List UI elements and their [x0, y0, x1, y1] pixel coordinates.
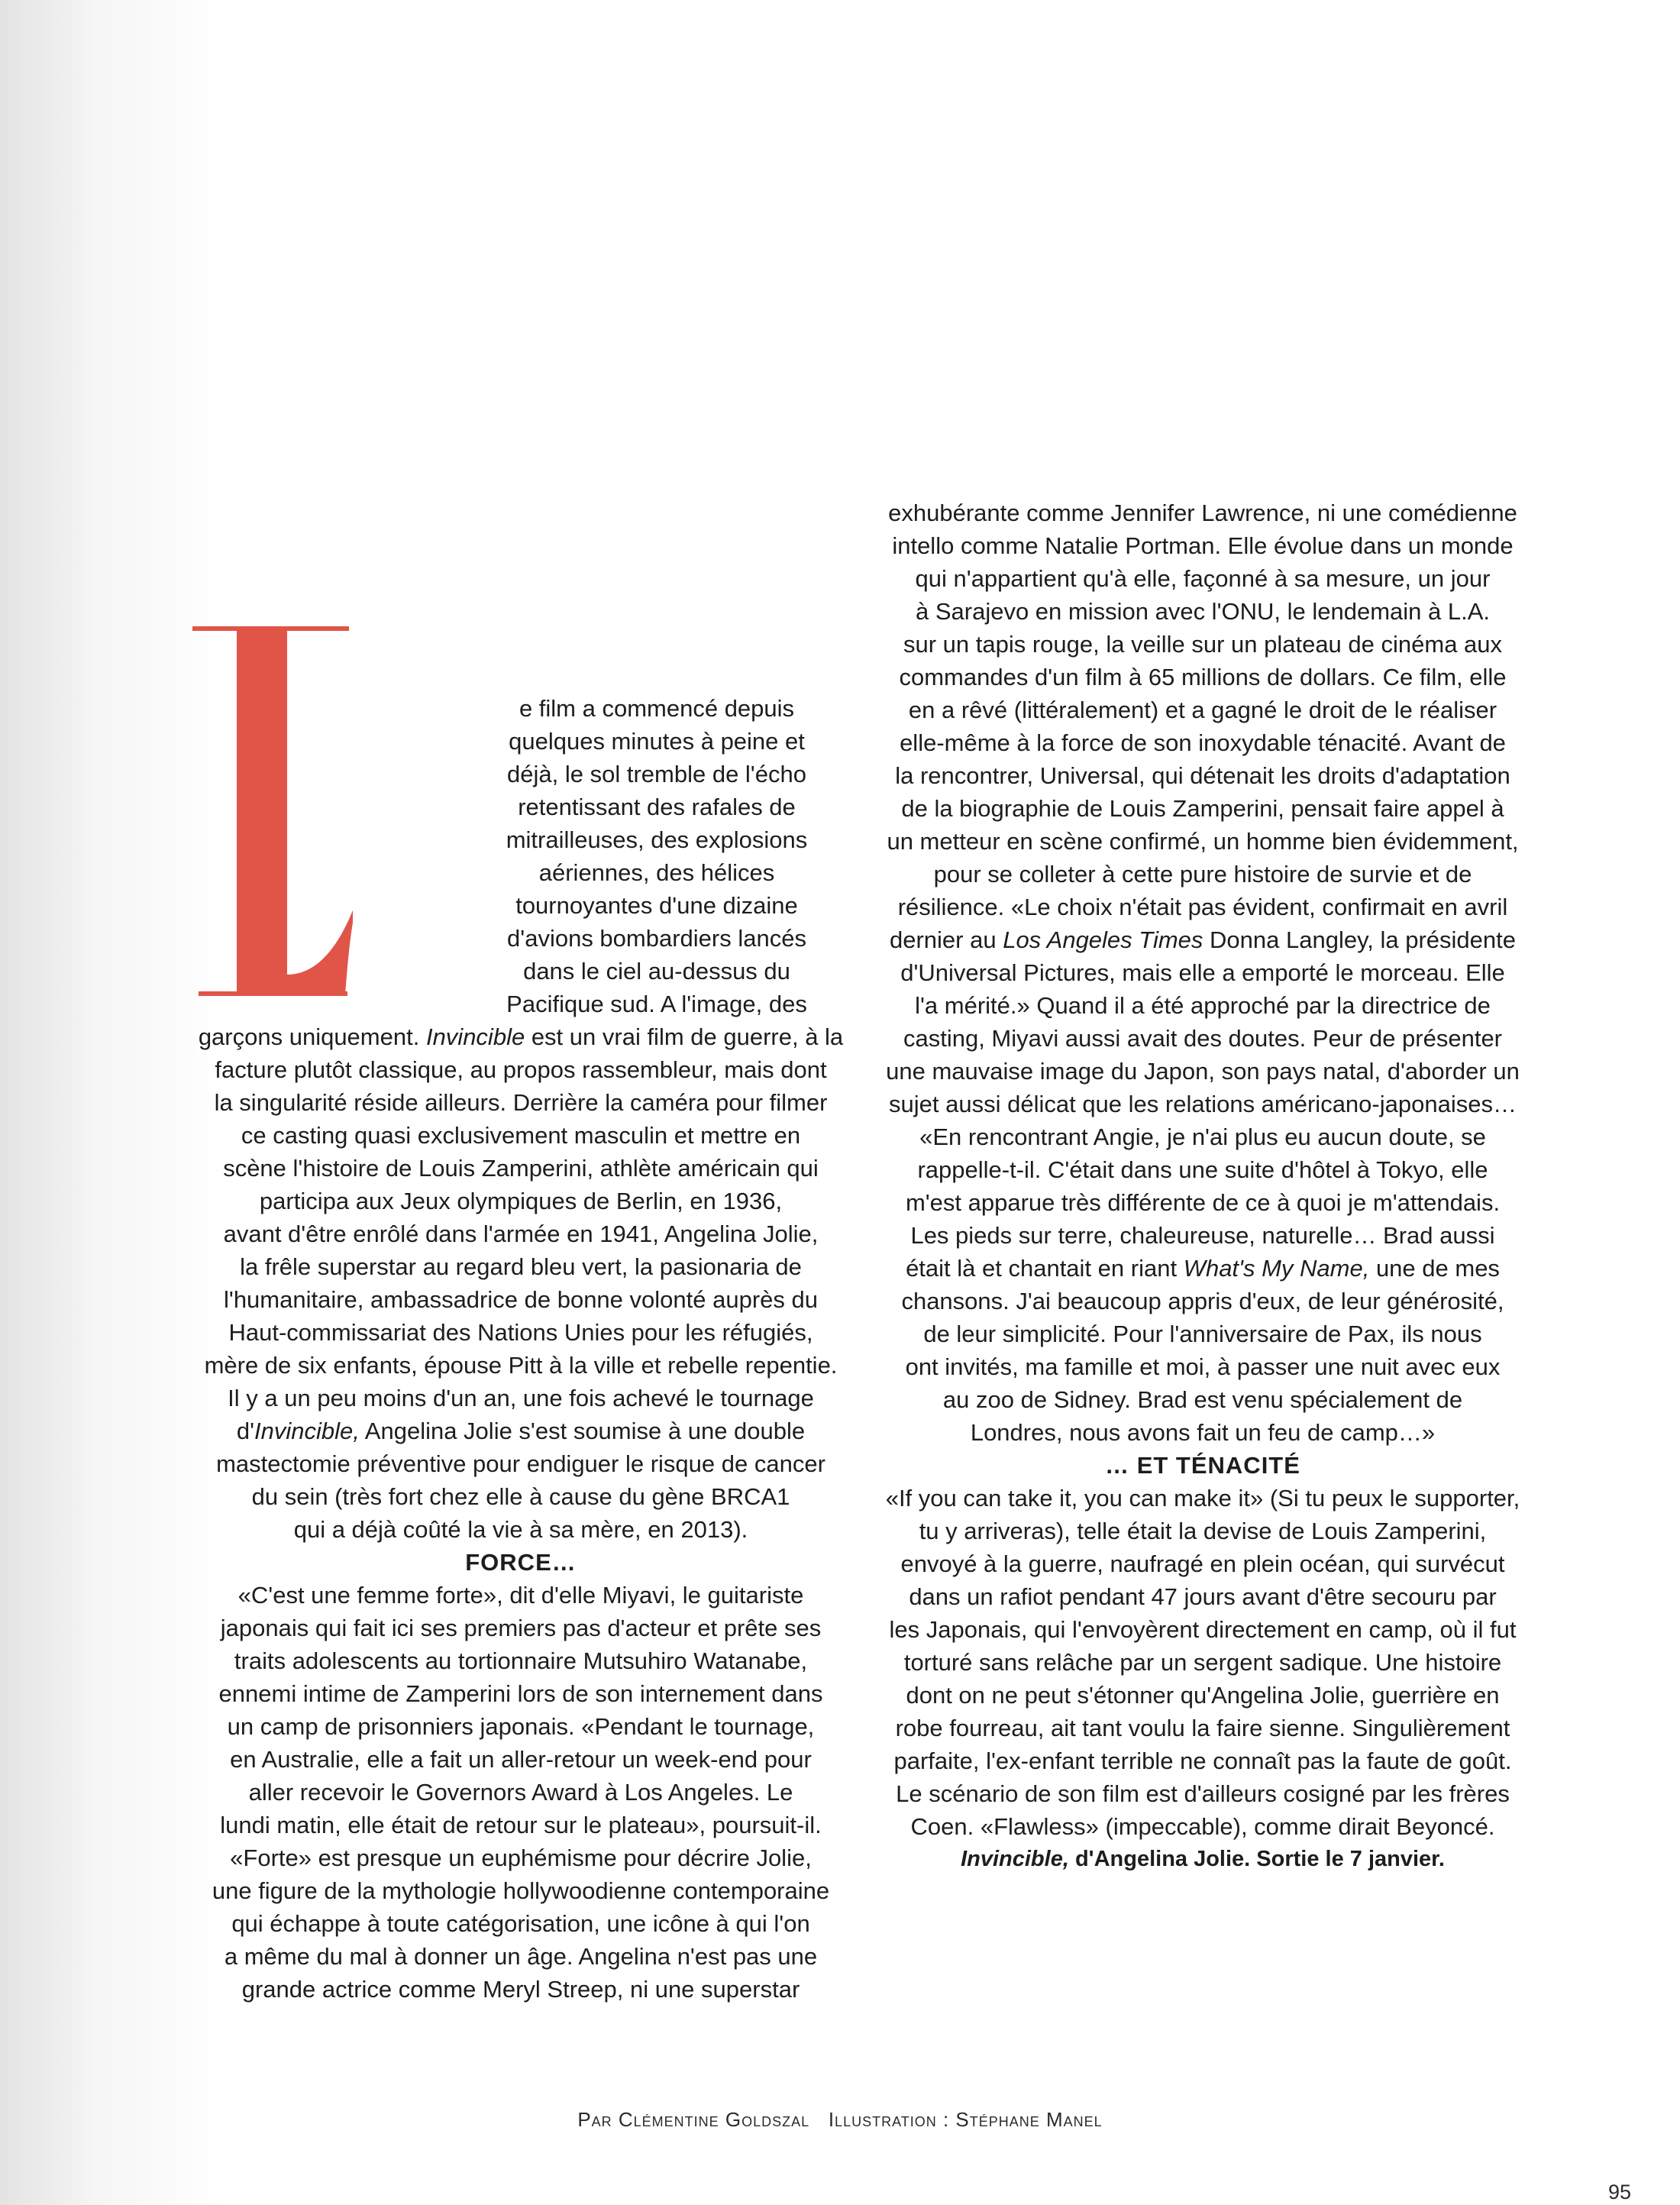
body-line: envoyé à la guerre, naufragé en plein océan, qui survécut	[900, 1550, 1505, 1577]
body-line: la rencontrer, Universal, qui détenait les droits d'adaptation	[895, 762, 1510, 789]
body-line: qui a déjà coûté la vie à sa mère, en 2013).	[293, 1516, 748, 1543]
body-line: scène l'histoire de Louis Zamperini, athlète américain qui	[223, 1155, 819, 1182]
intro-paragraph	[473, 692, 840, 1020]
intro-line: d'avions bombardiers lancés	[507, 925, 806, 952]
body-line: commandes d'un film à 65 millions de dollars. Ce film, elle	[899, 664, 1507, 690]
section-heading-tenacite: … ET TÉNACITÉ	[1105, 1452, 1300, 1479]
body-line: à Sarajevo en mission avec l'ONU, le lendemain à L.A.	[915, 598, 1490, 625]
body-line: facture plutôt classique, au propos rassembleur, mais dont	[215, 1056, 827, 1083]
left-column	[192, 1020, 849, 2006]
body-line: ennemi intime de Zamperini lors de son internement dans	[218, 1680, 823, 1707]
body-line: «If you can take it, you can make it» (Si tu peux le supporter,	[885, 1485, 1520, 1511]
body-line: «Forte» est presque un euphémisme pour décrire Jolie,	[230, 1845, 812, 1871]
body-line: ce casting quasi exclusivement masculin et mettre en	[241, 1122, 801, 1149]
section-heading-force: FORCE…	[465, 1549, 577, 1576]
body-line: japonais qui fait ici ses premiers pas d'acteur et prête ses	[220, 1615, 822, 1641]
body-line: de la biographie de Louis Zamperini, pensait faire appel à	[901, 795, 1504, 822]
body-line: Il y a un peu moins d'un an, une fois achevé le tournage	[228, 1385, 814, 1411]
body-line: garçons uniquement. Invincible est un vrai film de guerre, à la	[198, 1023, 844, 1050]
body-line: de leur simplicité. Pour l'anniversaire de Pax, ils nous	[923, 1321, 1482, 1347]
body-line: une mauvaise image du Japon, son pays natal, d'aborder un	[886, 1058, 1520, 1085]
byline	[0, 2108, 1680, 2132]
body-line: Le scénario de son film est d'ailleurs cosigné par les frères	[896, 1780, 1510, 1807]
body-line: d'Invincible, Angelina Jolie s'est soumise à une double	[236, 1418, 806, 1444]
body-line: rappelle-t-il. C'était dans une suite d'hôtel à Tokyo, elle	[917, 1156, 1488, 1183]
intro-line: déjà, le sol tremble de l'écho	[507, 761, 806, 787]
body-line: l'a mérité.» Quand il a été approché par la directrice de	[915, 992, 1491, 1019]
dropcap-letter-l	[192, 616, 353, 1013]
body-line: résilience. «Le choix n'était pas évident, confirmait en avril	[897, 894, 1508, 920]
body-line: sujet aussi délicat que les relations américano-japonaises…	[889, 1091, 1517, 1117]
body-line: tu y arriveras), telle était la devise de Louis Zamperini,	[919, 1518, 1487, 1544]
body-line: les Japonais, qui l'envoyèrent directement en camp, où il fut	[889, 1616, 1517, 1643]
body-line: Londres, nous avons fait un feu de camp…»	[970, 1419, 1436, 1446]
body-line: la singularité réside ailleurs. Derrière la caméra pour filmer	[214, 1089, 828, 1116]
body-line: «C'est une femme forte», dit d'elle Miyavi, le guitariste	[237, 1582, 804, 1608]
intro-line: retentissant des rafales de	[518, 794, 796, 820]
body-line: d'Universal Pictures, mais elle a emporté le morceau. Elle	[900, 959, 1505, 986]
body-line: dernier au Los Angeles Times Donna Langley, la présidente	[889, 926, 1517, 953]
body-line: Coen. «Flawless» (impeccable), comme dirait Beyoncé.	[910, 1813, 1495, 1840]
intro-line: mitrailleuses, des explosions	[506, 826, 808, 853]
body-line: l'humanitaire, ambassadrice de bonne volonté auprès du	[224, 1286, 818, 1313]
body-line: exhubérante comme Jennifer Lawrence, ni une comédienne	[888, 500, 1517, 526]
body-line: intello comme Natalie Portman. Elle évolue dans un monde	[892, 532, 1514, 559]
body-line: sur un tapis rouge, la veille sur un plateau de cinéma aux	[903, 631, 1503, 658]
body-line: Les pieds sur terre, chaleureuse, naturelle… Brad aussi	[910, 1222, 1495, 1249]
body-line: du sein (très fort chez elle à cause du gène BRCA1	[251, 1483, 790, 1510]
body-line: Haut-commissariat des Nations Unies pour les réfugiés,	[228, 1319, 813, 1346]
body-line: torturé sans relâche par un sergent sadique. Une histoire	[903, 1649, 1502, 1676]
right-column	[867, 496, 1539, 1876]
body-line: en a rêvé (littéralement) et a gagné le droit de le réaliser	[908, 697, 1497, 723]
page-number: 95	[1608, 2181, 1632, 2203]
body-line: parfaite, l'ex-enfant terrible ne connaît pas la faute de goût.	[893, 1748, 1512, 1774]
body-line: casting, Miyavi aussi avait des doutes. Peur de présenter	[903, 1025, 1503, 1052]
body-line: elle-même à la force de son inoxydable ténacité. Avant de	[900, 729, 1506, 756]
body-line: grande actrice comme Meryl Streep, ni une superstar	[241, 1976, 800, 2003]
body-line: chansons. J'ai beaucoup appris d'eux, de leur générosité,	[901, 1288, 1504, 1314]
body-line: une figure de la mythologie hollywoodienne contemporaine	[212, 1877, 830, 1904]
body-line: en Australie, elle a fait un aller-retour un week-end pour	[230, 1746, 812, 1773]
body-line: m'est apparue très différente de ce à quoi je m'attendais.	[905, 1189, 1501, 1216]
intro-line: tournoyantes d'une dizaine	[515, 892, 798, 919]
intro-line: e film a commencé depuis	[519, 695, 795, 722]
body-line: «En rencontrant Angie, je n'ai plus eu aucun doute, se	[919, 1124, 1486, 1150]
body-line: traits adolescents au tortionnaire Mutsuhiro Watanabe,	[234, 1647, 808, 1674]
intro-line: aériennes, des hélices	[538, 859, 775, 886]
body-line: était là et chantait en riant What's My Name, une de mes	[906, 1255, 1500, 1282]
intro-line: dans le ciel au-dessus du	[523, 958, 790, 984]
body-line: un camp de prisonniers japonais. «Pendant le tournage,	[227, 1713, 815, 1740]
body-line: un metteur en scène confirmé, un homme bien évidemment,	[887, 828, 1519, 855]
illustration-credit: Illustration : Stéphane Manel	[828, 2108, 1103, 2131]
body-line: aller recevoir le Governors Award à Los Angeles. Le	[248, 1779, 793, 1806]
body-line: lundi matin, elle était de retour sur le plateau», poursuit-il.	[220, 1812, 822, 1838]
body-line: dans un rafiot pendant 47 jours avant d'être secouru par	[909, 1583, 1497, 1610]
body-line: participa aux Jeux olympiques de Berlin, en 1936,	[259, 1188, 783, 1214]
body-line: mère de six enfants, épouse Pitt à la ville et rebelle repentie.	[204, 1352, 838, 1379]
intro-line: Pacifique sud. A l'image, des	[506, 991, 807, 1017]
body-line: ont invités, ma famille et moi, à passer une nuit avec eux	[905, 1353, 1501, 1380]
body-line: a même du mal à donner un âge. Angelina n'est pas une	[224, 1943, 818, 1970]
body-line: dont on ne peut s'étonner qu'Angelina Jolie, guerrière en	[906, 1682, 1500, 1709]
intro-line: quelques minutes à peine et	[509, 728, 805, 755]
body-line: la frêle superstar au regard bleu vert, la pasionaria de	[240, 1253, 802, 1280]
film-credits: Invincible, d'Angelina Jolie. Sortie le 7 janvier.	[961, 1847, 1445, 1871]
body-line: robe fourreau, ait tant voulu la faire sienne. Singulièrement	[895, 1715, 1510, 1741]
body-line: avant d'être enrôlé dans l'armée en 1941, Angelina Jolie,	[223, 1221, 819, 1247]
body-line: pour se colleter à cette pure histoire de survie et de	[933, 861, 1472, 887]
body-line: qui échappe à toute catégorisation, une icône à qui l'on	[231, 1910, 810, 1937]
author-credit: Par Clémentine Goldszal	[577, 2108, 810, 2131]
body-line: qui n'appartient qu'à elle, façonné à sa mesure, un jour	[915, 565, 1491, 592]
body-line: au zoo de Sidney. Brad est venu spécialement de	[942, 1386, 1463, 1413]
body-line: mastectomie préventive pour endiguer le risque de cancer	[216, 1450, 825, 1477]
